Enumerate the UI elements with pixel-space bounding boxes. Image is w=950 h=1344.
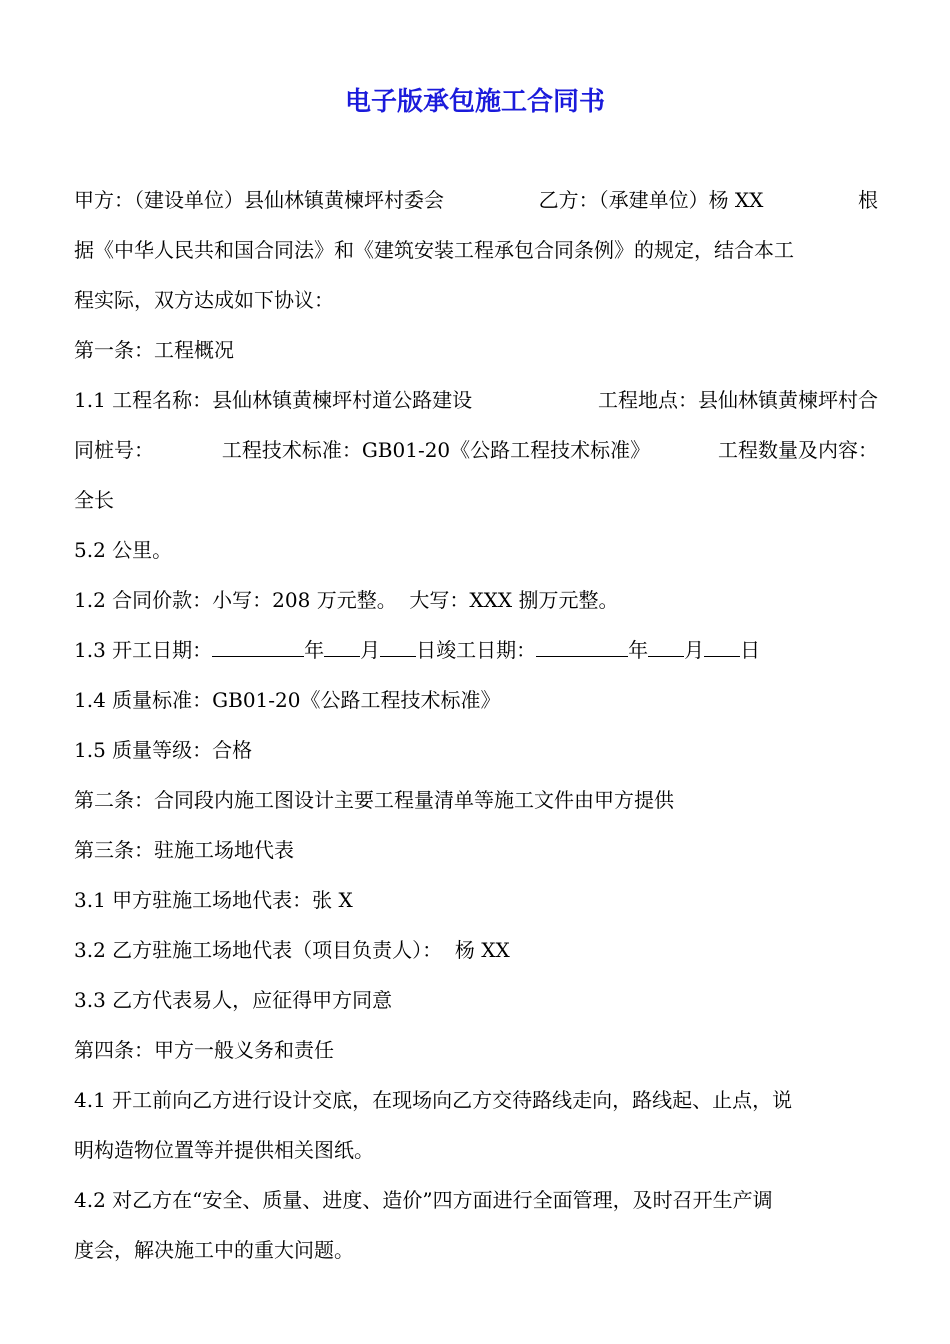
document-title: 电子版承包施工合同书 [344,87,605,117]
article-3-3: 3.3 乙方代表易人，应征得甲方同意 [74,988,393,1012]
length-km: 5.2 公里。 [74,538,173,562]
article-3-title: 第三条：驻施工场地代表 [74,838,294,862]
start-end-dates [74,625,878,675]
document-body [74,175,878,1275]
party-b: 乙方：（承建单位）杨 XX [538,188,764,212]
stake-number: 同桩号： [74,438,154,462]
month-label: 月 [360,638,381,662]
start-day-blank [380,635,416,657]
end-date-label: 日竣工日期： [416,638,537,662]
year-label-2: 年 [628,638,649,662]
technical-standard: 工程技术标准：GB01-20《公路工程技术标准》 [221,438,651,462]
intro-start: 根 [858,188,878,212]
article-3-1: 3.1 甲方驻施工场地代表：张 X [74,888,353,912]
party-a: 甲方：（建设单位）县仙林镇黄楝坪村委会 [74,188,444,212]
article-4-2-line-1: 4.2 对乙方在“安全、质量、进度、造价”四方面进行全面管理，及时召开生产调 [74,1188,773,1212]
start-year-blank [212,635,304,657]
article-4-title: 第四条：甲方一般义务和责任 [74,1038,334,1062]
full-length: 全长 [74,488,114,512]
start-month-blank [324,635,360,657]
intro-line-3: 程实际，双方达成如下协议： [74,288,334,312]
parties-line [74,175,878,225]
article-1-title: 第一条：工程概况 [74,338,234,362]
quantity-content: 工程数量及内容： [718,438,878,462]
article-2: 第二条：合同段内施工图设计主要工程量清单等施工文件由甲方提供 [74,788,674,812]
day-label: 日 [740,638,761,662]
article-1-1-line-1 [74,375,878,425]
quality-grade: 1.5 质量等级：合格 [74,738,253,762]
article-4-1-line-2: 明构造物位置等并提供相关图纸。 [74,1138,374,1162]
article-3-2: 3.2 乙方驻施工场地代表（项目负责人）： 杨 XX [74,938,510,962]
project-name: 1.1 工程名称：县仙林镇黄楝坪村道公路建设 [74,388,473,412]
article-1-1-line-2 [74,425,878,475]
end-year-blank [536,635,628,657]
contract-price: 1.2 合同价款：小写：208 万元整。 大写：XXX 捌万元整。 [74,588,619,612]
end-month-blank [648,635,684,657]
year-label: 年 [304,638,325,662]
month-label-2: 月 [684,638,705,662]
article-4-2-line-2: 度会，解决施工中的重大问题。 [74,1238,354,1262]
article-4-1-line-1: 4.1 开工前向乙方进行设计交底，在现场向乙方交待路线走向，路线起、止点，说 [74,1088,793,1112]
end-day-blank [704,635,740,657]
project-site: 工程地点：县仙林镇黄楝坪村合 [598,388,878,412]
intro-line-2: 据《中华人民共和国合同法》和《建筑安装工程承包合同条例》的规定，结合本工 [74,238,794,262]
quality-standard: 1.4 质量标准：GB01-20《公路工程技术标准》 [74,688,501,712]
start-date-label: 1.3 开工日期： [74,638,213,662]
